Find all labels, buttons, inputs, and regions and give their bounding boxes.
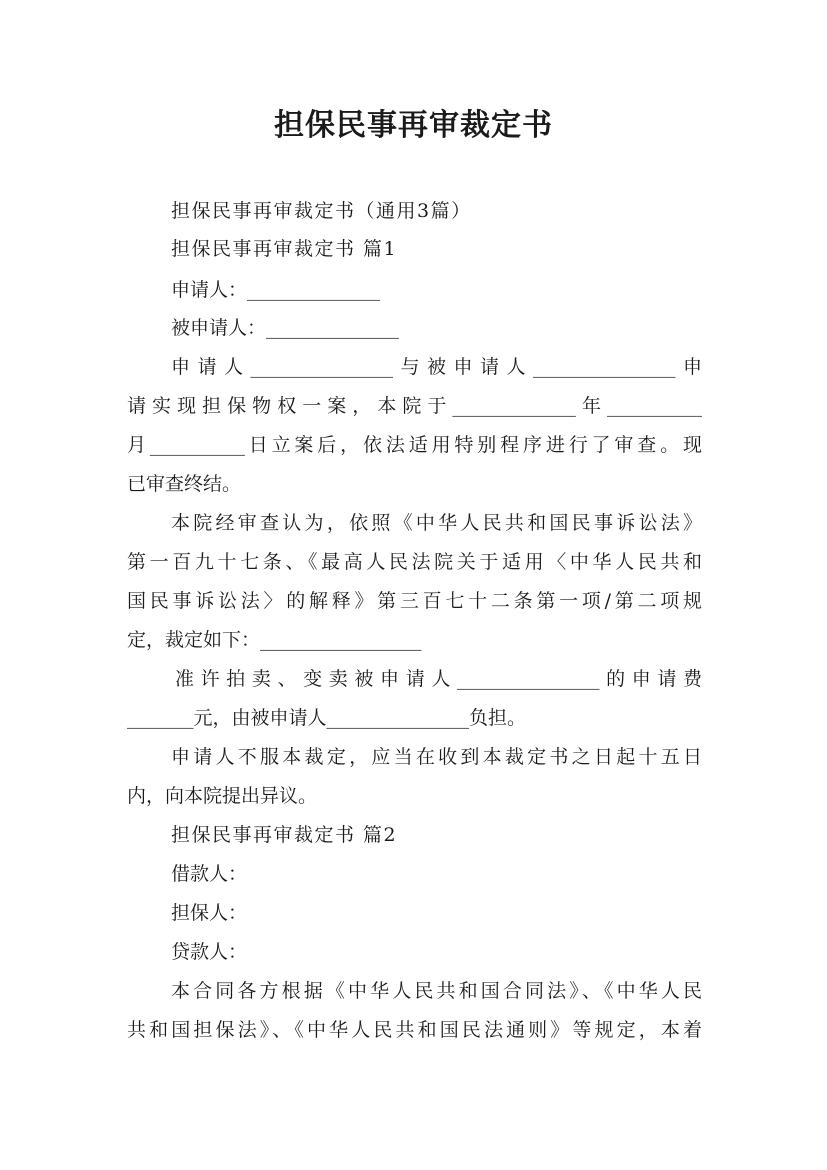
document-title: 担保民事再审裁定书: [274, 108, 553, 143]
section-heading-2: 担保民事再审裁定书 篇2: [171, 824, 398, 846]
body-line: 准许拍卖、变卖被申请人_______________的申请费: [175, 668, 702, 690]
body-line: 申请人_______________与被申请人_______________申: [171, 356, 702, 378]
body-line: 共和国担保法》、《中华人民共和国民法通则》等规定，本着: [127, 1019, 702, 1041]
body-line: 定，裁定如下：_________________: [127, 629, 422, 651]
borrower-field: 借款人：: [171, 863, 248, 885]
body-line: _______元，由被申请人_______________负担。: [127, 707, 527, 729]
applicant-field: 申请人：______________: [171, 279, 381, 301]
body-line: 月__________日立案后，依法适用特别程序进行了审查。现: [127, 434, 702, 456]
body-line: 请实现担保物权一案，本院于_____________年__________: [127, 395, 702, 417]
body-line: 申请人不服本裁定，应当在收到本裁定书之日起十五日: [171, 746, 702, 768]
body-line: 国民事诉讼法〉的解释》第三百七十二条第一项/第二项规: [127, 590, 702, 612]
subtitle-line: 担保民事再审裁定书（通用3篇）: [171, 200, 472, 222]
body-line: 已审查终结。: [127, 473, 242, 495]
lender-field: 贷款人：: [171, 941, 248, 963]
body-line: 内，向本院提出异议。: [127, 785, 318, 807]
body-line: 第一百九十七条、《最高人民法院关于适用〈中华人民共和: [127, 551, 702, 573]
body-line: 本院经审查认为，依照《中华人民共和国民事诉讼法》: [171, 512, 702, 534]
guarantor-field: 担保人：: [171, 902, 248, 924]
body-line: 本合同各方根据《中华人民共和国合同法》、《中华人民: [171, 980, 702, 1002]
respondent-field: 被申请人：______________: [171, 317, 400, 339]
section-heading-1: 担保民事再审裁定书 篇1: [171, 238, 398, 260]
